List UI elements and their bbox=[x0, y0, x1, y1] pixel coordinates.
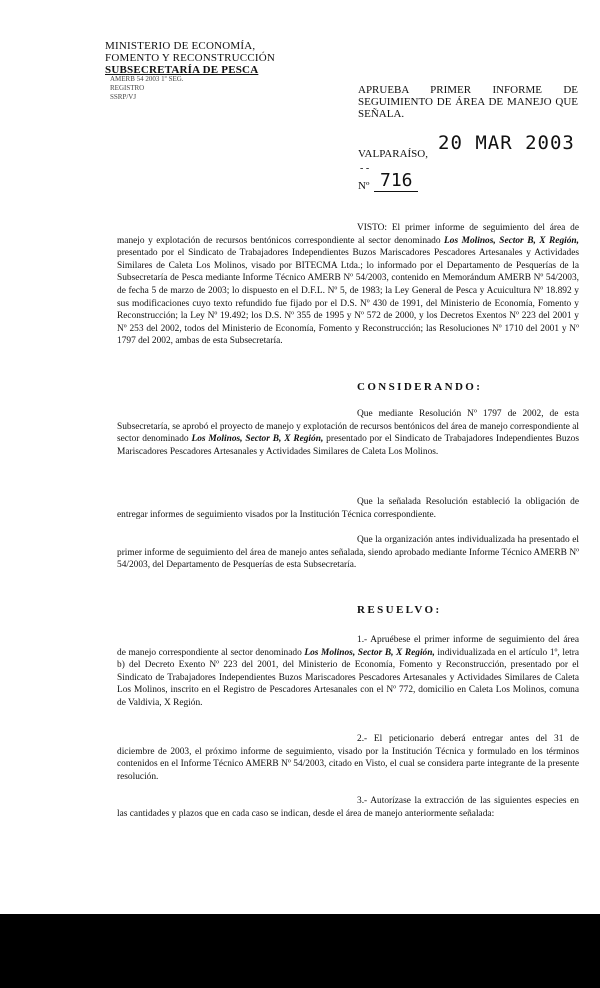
paragraph-text-cont: individualizada en el artículo 1º, letra b) del Decreto Exento Nº 223 del 2001, del Ministerio de Economía, Fomento y Reconstrucción, presentado por el Sindicato de Trabajadores Independientes Buzos Mariscadores Pescadores Artesanales y Actividades Similares de Caleta Los Molinos, inscrito en el Registro de Pescadores Artesanales con el Nº 772, domicilio en Caleta Los Molinos, comuna de Valdivia, X Región. bbox=[117, 647, 580, 708]
considerando-heading: CONSIDERANDO: bbox=[357, 381, 483, 393]
resuelvo-item-2 bbox=[117, 733, 579, 783]
resuelvo-heading: RESUELVO: bbox=[357, 604, 442, 616]
visto-text-cont: presentado por el Sindicato de Trabajadores Independientes Buzos Mariscadores Pescadores Artesanales y Actividades Similares de Caleta Los Molinos, visado por BITECMA Ltda.; lo informado por el Departamento de Pesquerías de la Subsecretaría de Pesca mediante Informe Técnico AMERB Nº 54/2003, contenido en Memorándum AMERB Nº 54/2003, de fecha 5 de marzo de 2003; lo dispuesto en el D.F.L. Nº 5, de 1983; la Ley General de Pesca y Acuicultura Nº 18.892 y sus modificaciones cuyo texto refundido fue fijado por el D.S. Nº 430 de 1991, del Ministerio de Economía, Fomento y Reconstrucción; la Ley Nº 19.492; los D.S. Nº 355 de 1995 y Nº 572 de 2000, y los Decretos Exentos Nº 223 del 2001 y Nº 253 del 2002, todos del Ministerio de Economía, Fomento y Reconstrucción; las Resoluciones Nº 1710 del 2001 y Nº 1797 del 2002, ambas de esta Subsecretaría. bbox=[117, 248, 579, 347]
ministry-header bbox=[105, 40, 275, 76]
resuelvo-item-3 bbox=[117, 795, 579, 820]
subject-line: APRUEBA PRIMER INFORME DE SEGUIMIENTO DE ÁREA DE MANEJO QUE SEÑALA. bbox=[358, 84, 578, 120]
location-name: Los Molinos, Sector B, X Región, bbox=[191, 434, 324, 445]
scan-border bbox=[0, 914, 600, 988]
paragraph-text: 3.- Autorízase la extracción de las siguientes especies en las cantidades y plazos que en cada caso se indican, desde el área de manejo anteriormente señalada: bbox=[117, 796, 579, 819]
ministry-line: SUBSECRETARÍA DE PESCA bbox=[105, 64, 259, 76]
stamp-line: REGISTRO bbox=[110, 84, 145, 92]
number-underline bbox=[374, 191, 418, 192]
considerando-paragraph-3 bbox=[117, 534, 579, 572]
place-dash: - - bbox=[360, 163, 370, 174]
stamp-line: SSRP/VJ bbox=[110, 93, 137, 101]
paragraph-text: Que mediante Resolución Nº 1797 de 2002, de esta Subsecretaría, se aprobó el proyecto de manejo y explotación de recursos bentónicos del área de manejo correspondiente al sector denominado bbox=[117, 409, 579, 445]
considerando-paragraph-1 bbox=[117, 408, 579, 458]
resolution-number: 716 bbox=[380, 170, 413, 191]
ministry-line: MINISTERIO DE ECONOMÍA, bbox=[105, 40, 256, 52]
visto-paragraph bbox=[117, 222, 579, 348]
considerando-paragraph-2 bbox=[117, 496, 579, 521]
paragraph-text-cont: presentado por el Sindicato de Trabajadores Independientes Buzos Mariscadores Pescadores Artesanales y Actividades Similares de Caleta Los Molinos. bbox=[117, 434, 580, 457]
stamped-date: 20 MAR 2003 bbox=[438, 132, 575, 154]
paragraph-text: Que la organización antes individualizada ha presentado el primer informe de seguimiento del área de manejo antes señalada, siendo aprobado mediante Informe Técnico AMERB Nº 54/2003, del Departamento de Pesquerías de esta Subsecretaría. bbox=[117, 535, 579, 571]
location-name: Los Molinos, Sector B, X Región, bbox=[304, 647, 435, 658]
registry-stamp bbox=[110, 75, 184, 102]
paragraph-text: 2.- El peticionario deberá entregar antes del 31 de diciembre de 2003, el próximo informe de seguimiento, visado por la Institución Técnica y formulado en los términos contenidos en el Informe Técnico AMERB Nº 54/2003, citado en Visto, el cual se considera parte integrante de la presente resolución. bbox=[117, 734, 579, 782]
resuelvo-item-1 bbox=[117, 634, 579, 710]
location-name: Los Molinos, Sector B, X Región, bbox=[444, 235, 579, 246]
place-label: VALPARAÍSO, bbox=[358, 148, 428, 160]
ministry-line: FOMENTO Y RECONSTRUCCIÓN bbox=[105, 52, 276, 64]
number-label: Nº bbox=[358, 180, 370, 192]
visto-text: VISTO: El primer informe de seguimiento del área de manejo y explotación de recursos bentónicos correspondiente al sector denominado bbox=[117, 223, 579, 246]
stamp-line: AMERB 54 2003 1º SEG. bbox=[110, 75, 184, 83]
paragraph-text: 1.- Apruébese el primer informe de seguimiento del área de manejo correspondiente al sector denominado bbox=[117, 635, 579, 658]
paragraph-text: Que la señalada Resolución estableció la obligación de entregar informes de seguimiento visados por la Institución Técnica correspondiente. bbox=[117, 497, 579, 520]
